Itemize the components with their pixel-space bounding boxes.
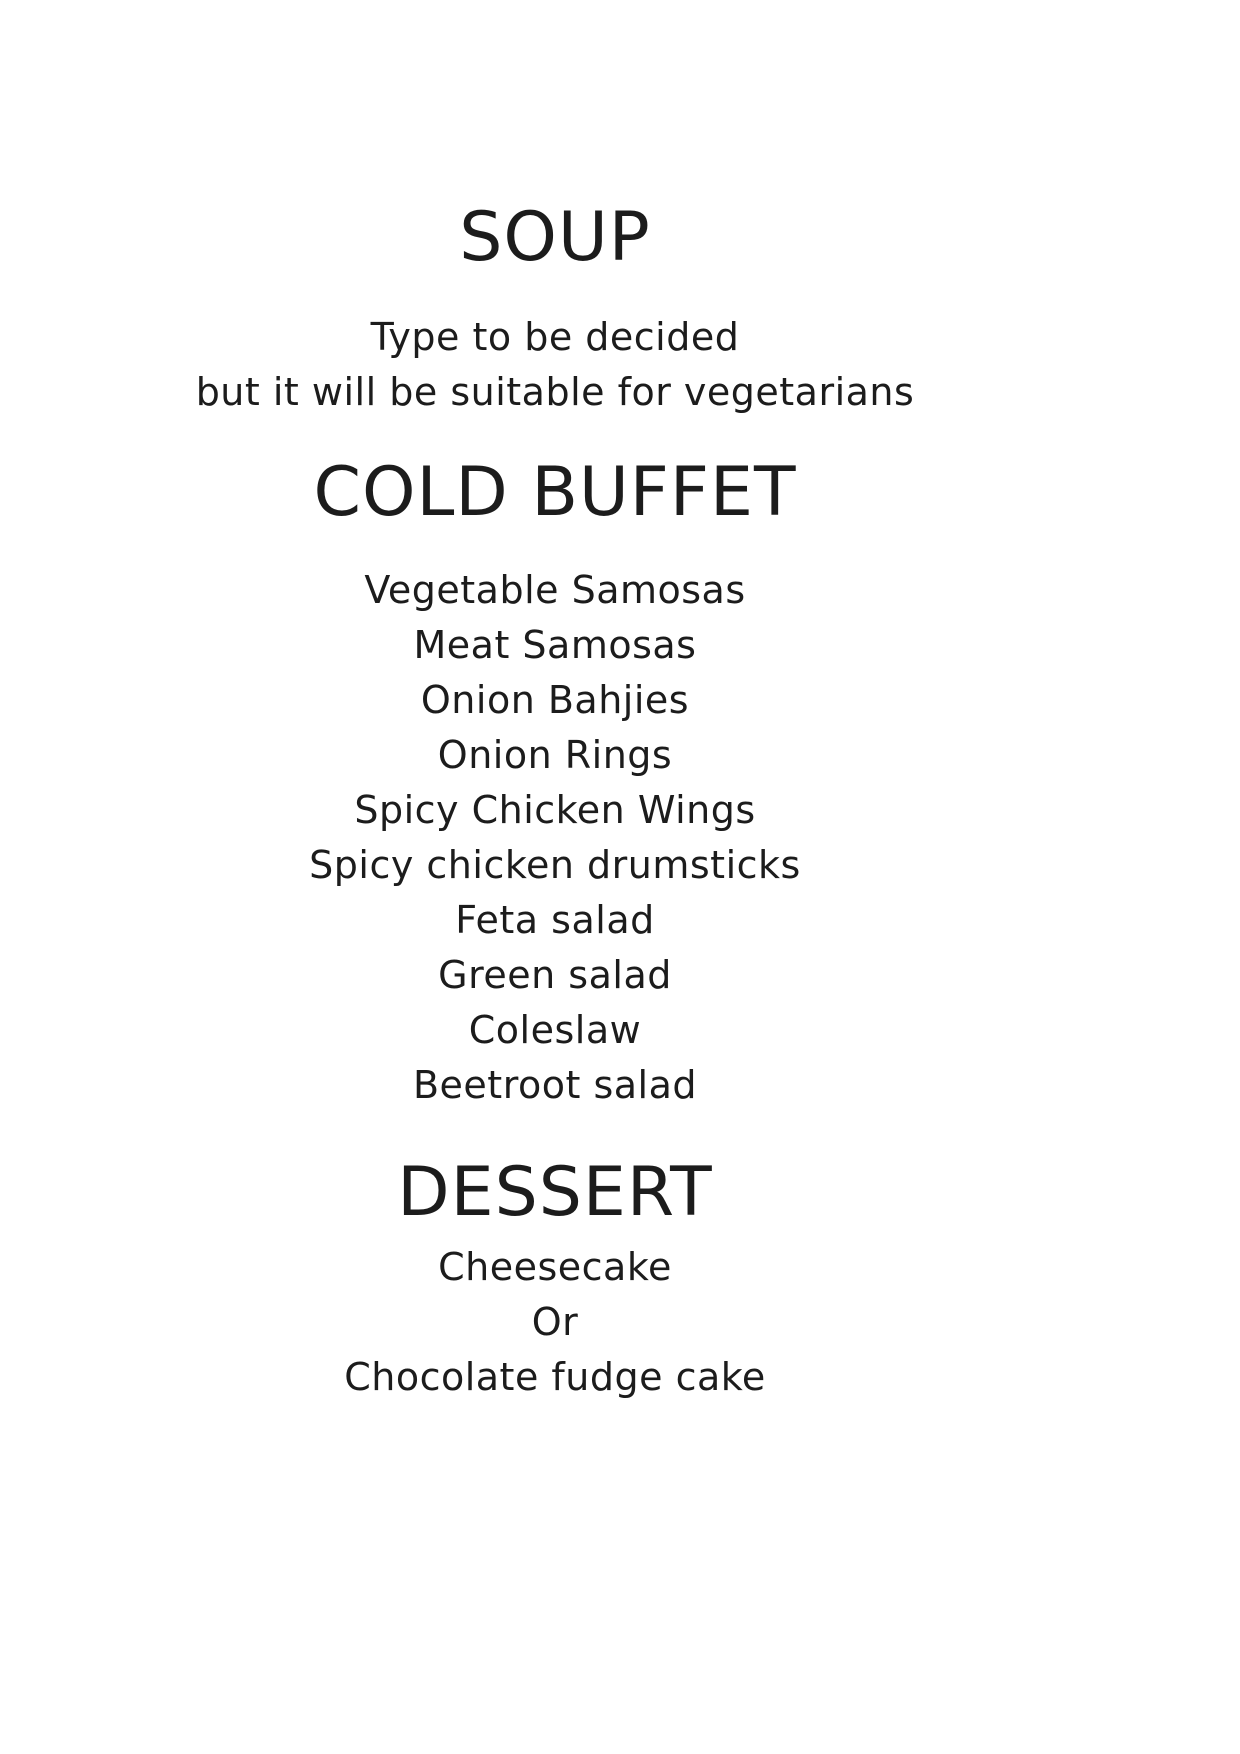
menu-item-or-separator: Or [531, 1300, 579, 1344]
dessert-items [0, 1240, 1110, 1405]
menu-item: Onion Rings [437, 733, 673, 777]
menu-item: Chocolate fudge cake [344, 1355, 766, 1399]
menu-item: Feta salad [455, 898, 655, 942]
menu-item: Coleslaw [468, 1008, 642, 1052]
cold-buffet-items [0, 563, 1110, 1113]
menu-item: Cheesecake [438, 1245, 672, 1289]
menu-item: Beetroot salad [412, 1063, 698, 1107]
soup-notes [0, 310, 1110, 420]
dessert-title: DESSERT [397, 1153, 713, 1232]
soup-title: SOUP [459, 198, 651, 277]
section-cold-buffet [0, 455, 1110, 1113]
section-dessert [0, 1155, 1110, 1405]
menu-item: Green salad [438, 953, 672, 997]
section-soup [0, 200, 1110, 420]
menu-item: Meat Samosas [413, 623, 697, 667]
menu-item: Vegetable Samosas [364, 568, 746, 612]
menu-item: Onion Bahjies [420, 678, 690, 722]
menu-item: Spicy Chicken Wings [354, 788, 756, 832]
soup-note-line: but it will be suitable for vegetarians [195, 370, 915, 414]
soup-note-line: Type to be decided [370, 315, 740, 359]
cold-buffet-title: COLD BUFFET [313, 453, 797, 532]
menu-item: Spicy chicken drumsticks [309, 843, 801, 887]
